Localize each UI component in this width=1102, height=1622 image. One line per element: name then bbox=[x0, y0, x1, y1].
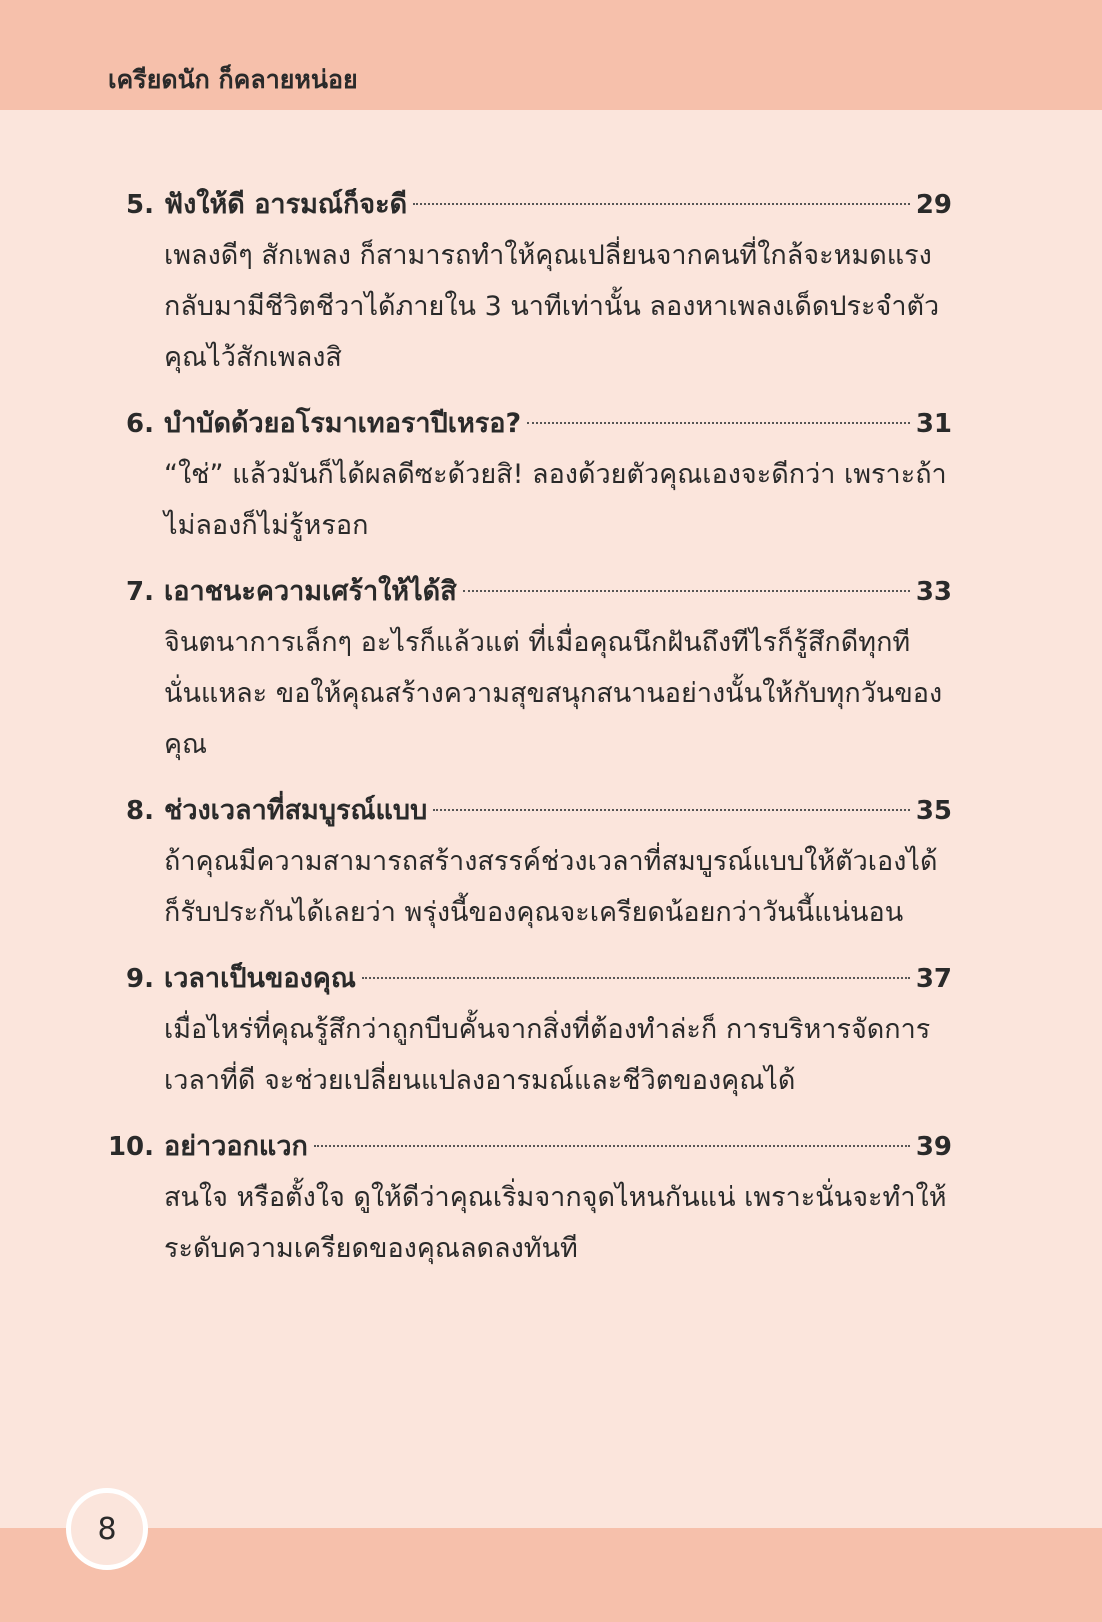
toc-entry-title-row bbox=[164, 567, 952, 617]
toc-entry-title: อย่าวอกแวก bbox=[164, 1131, 308, 1162]
toc-entry-number: 10. bbox=[107, 1132, 154, 1162]
toc-entry-page: 37 bbox=[915, 964, 952, 994]
toc-entry-title: ฟังให้ดี อารมณ์ก็จะดี bbox=[164, 189, 408, 220]
toc-entry-number: 8. bbox=[126, 796, 154, 826]
page-number-badge bbox=[66, 1488, 148, 1570]
dot-leader bbox=[433, 808, 910, 811]
toc-entry-head bbox=[0, 1122, 1102, 1172]
toc-entry-page: 39 bbox=[915, 1132, 952, 1162]
toc-entry[interactable] bbox=[0, 1122, 1102, 1274]
dot-leader bbox=[463, 589, 910, 592]
toc-entry-title: บำบัดด้วยอโรมาเทอราปีเหรอ? bbox=[164, 408, 522, 439]
toc-entry-page: 29 bbox=[915, 190, 952, 220]
toc-entry[interactable] bbox=[0, 399, 1102, 551]
dot-leader bbox=[314, 1144, 910, 1147]
toc-entry-head bbox=[0, 399, 1102, 449]
toc-entry-title-row bbox=[164, 1122, 952, 1172]
page-number: 8 bbox=[97, 1511, 117, 1547]
toc-entry-page: 35 bbox=[915, 796, 952, 826]
toc-entry-head bbox=[0, 180, 1102, 230]
book-title: เครียดนัก ก็คลายหน่อย bbox=[108, 65, 358, 94]
toc-entry-title-row bbox=[164, 954, 952, 1004]
toc-entry-description: “ใช่” แล้วมันก็ได้ผลดีซะด้วยสิ! ลองด้วยตัวคุณเองจะดีกว่า เพราะถ้าไม่ลองก็ไม่รู้หรอก bbox=[164, 459, 947, 541]
toc-entry-description: สนใจ หรือตั้งใจ ดูให้ดีว่าคุณเริ่มจากจุดไหนกันแน่ เพราะนั่นจะทำให้ระดับความเครียดของคุณลดลงทันที bbox=[164, 1182, 947, 1264]
table-of-contents bbox=[0, 180, 1102, 1290]
toc-entry-title: เวลาเป็นของคุณ bbox=[164, 963, 356, 994]
toc-entry-title-row bbox=[164, 180, 952, 230]
toc-entry[interactable] bbox=[0, 567, 1102, 770]
toc-entry-number: 9. bbox=[126, 964, 154, 994]
toc-entry-title: เอาชนะความเศร้าให้ได้สิ bbox=[164, 576, 457, 607]
toc-entry-number: 7. bbox=[126, 577, 154, 607]
toc-entry-page: 31 bbox=[915, 409, 952, 439]
dot-leader bbox=[362, 976, 910, 979]
dot-leader bbox=[527, 421, 910, 424]
toc-entry-title-row bbox=[164, 399, 952, 449]
toc-entry-head bbox=[0, 954, 1102, 1004]
footer-band bbox=[0, 1528, 1102, 1622]
toc-entry-description: เพลงดีๆ สักเพลง ก็สามารถทำให้คุณเปลี่ยนจากคนที่ใกล้จะหมดแรง กลับมามีชีวิตชีวาได้ภายใน 3 นาทีเท่านั้น ลองหาเพลงเด็ดประจำตัวคุณไว้สักเพลงสิ bbox=[164, 240, 940, 373]
toc-entry-page: 33 bbox=[915, 577, 952, 607]
toc-entry-number: 5. bbox=[126, 190, 154, 220]
toc-entry-description: ถ้าคุณมีความสามารถสร้างสรรค์ช่วงเวลาที่สมบูรณ์แบบให้ตัวเองได้ ก็รับประกันได้เลยว่า พรุ่งนี้ของคุณจะเครียดน้อยกว่าวันนี้แน่นอน bbox=[164, 846, 938, 928]
toc-entry[interactable] bbox=[0, 954, 1102, 1106]
toc-entry-number: 6. bbox=[126, 409, 154, 439]
toc-entry-head bbox=[0, 567, 1102, 617]
toc-entry-head bbox=[0, 786, 1102, 836]
toc-entry-description: เมื่อไหร่ที่คุณรู้สึกว่าถูกบีบคั้นจากสิ่งที่ต้องทำล่ะก็ การบริหารจัดการเวลาที่ดี จะช่วยเปลี่ยนแปลงอารมณ์และชีวิตของคุณได้ bbox=[164, 1014, 931, 1096]
toc-entry-title: ช่วงเวลาที่สมบูรณ์แบบ bbox=[164, 795, 428, 826]
toc-entry[interactable] bbox=[0, 180, 1102, 383]
toc-entry-title-row bbox=[164, 786, 952, 836]
toc-entry[interactable] bbox=[0, 786, 1102, 938]
dot-leader bbox=[413, 202, 910, 205]
toc-entry-description: จินตนาการเล็กๆ อะไรก็แล้วแต่ ที่เมื่อคุณนึกฝันถึงทีไรก็รู้สึกดีทุกที นั่นแหละ ขอให้คุณสร้างความสุขสนุกสนานอย่างนั้นให้กับทุกวันของคุณ bbox=[164, 627, 943, 760]
